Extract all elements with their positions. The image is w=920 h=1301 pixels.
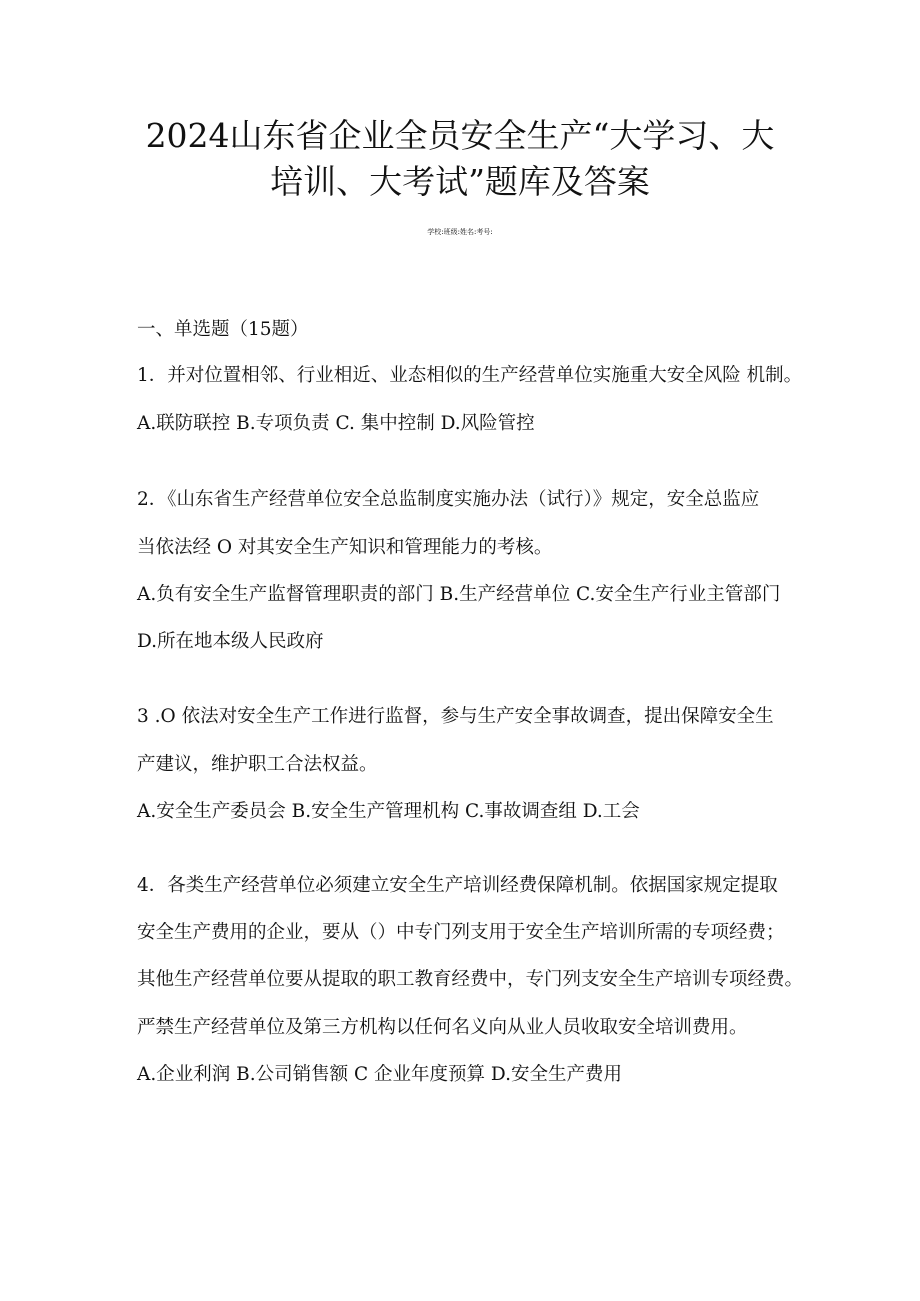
question-4-text-line-2: 安全生产费用的企业，要从（）中专门列支用于安全生产培训所需的专项经费； [137,922,785,943]
question-2-text-line-2: 当依法经 O 对其安全生产知识和管理能力的考核。 [137,537,553,558]
question-2-options-line-1: A.负有安全生产监督管理职责的部门 B.生产经营单位 C.安全生产行业主管部门 [137,584,781,605]
question-4-text-line-3: 其他生产经营单位要从提取的职工教育经费中，专门列支安全生产培训专项经费。 [137,969,804,990]
question-3-text-line-2: 产建议，维护职工合法权益。 [137,754,378,775]
document-title-line-1: 2024山东省企业全员安全生产“大学习、大 [145,116,775,155]
question-3-text-line-1: 3 .O 依法对安全生产工作进行监督，参与生产安全事故调查，提出保障安全生 [137,706,774,727]
student-info-line: 学校:班级:姓名:考号: [427,228,493,236]
question-4-text-line-1: 4．各类生产经营单位必须建立安全生产培训经费保障机制。依据国家规定提取 [137,875,778,896]
document-title-line-2: 培训、大考试”题库及答案 [270,162,650,201]
question-2-options-line-2: D.所在地本级人民政府 [137,631,324,652]
question-4-text-line-4: 严禁生产经营单位及第三方机构以任何名义向从业人员收取安全培训费用。 [137,1017,748,1038]
question-4-options-line-1: A.企业利润 B.公司销售额 C 企业年度预算 D.安全生产费用 [137,1064,622,1085]
section-heading: 一、单选题（15题） [137,319,309,340]
question-1-options-line-1: A.联防联控 B.专项负责 C. 集中控制 D.风险管控 [137,413,535,434]
question-1-text-line-1: 1．并对位置相邻、行业相近、业态相似的生产经营单位实施重大安全风险 机制。 [137,365,803,386]
question-2-text-line-1: 2．《山东省生产经营单位安全总监制度实施办法（试行）》规定，安全总监应 [137,489,760,510]
question-3-options-line-1: A.安全生产委员会 B.安全生产管理机构 C.事故调查组 D.工会 [137,801,640,822]
